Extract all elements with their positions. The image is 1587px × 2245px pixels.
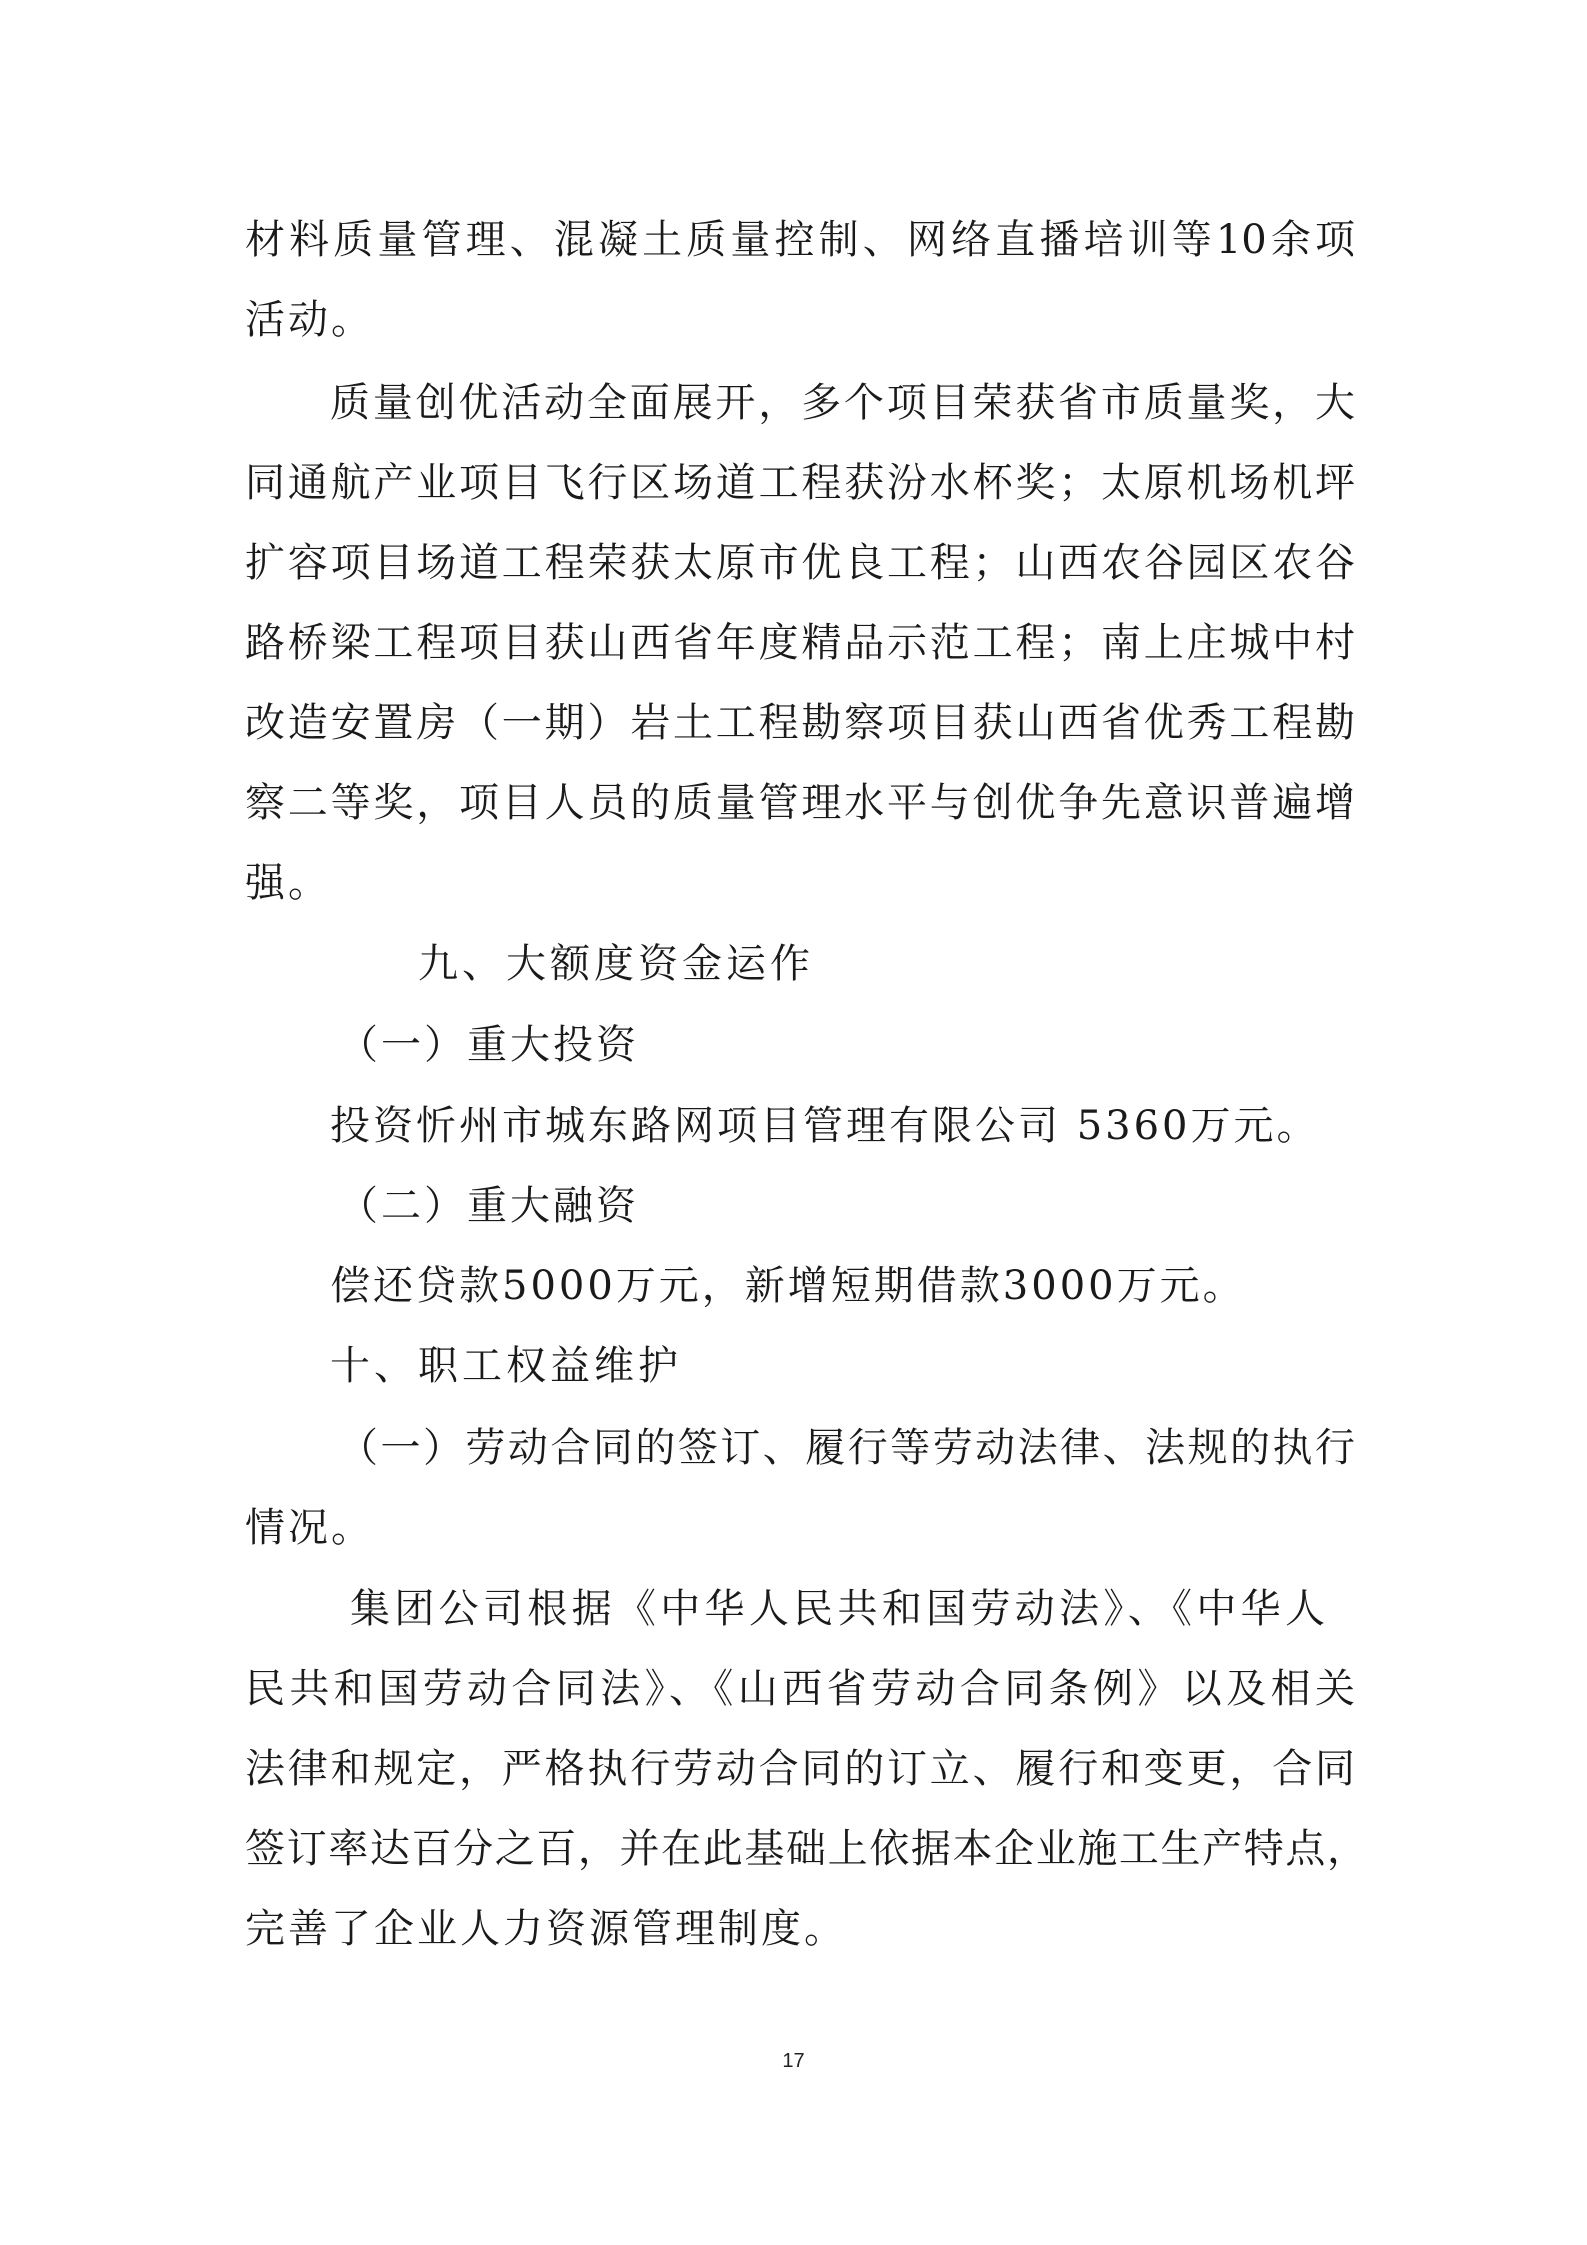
subsection-heading: （一）重大投资	[338, 1022, 639, 1068]
paragraph-line: 扩容项目场道工程荣获太原市优良工程；山西农谷园区农谷	[245, 540, 1355, 586]
paragraph-line: 偿还贷款5000万元，新增短期借款3000万元。	[330, 1263, 1246, 1309]
paragraph-line: 材料质量管理、混凝土质量控制、网络直播培训等10余项	[245, 217, 1355, 263]
subsection-heading: （二）重大融资	[338, 1183, 639, 1229]
subsection-heading: （一）劳动合同的签订、履行等劳动法律、法规的执行	[338, 1425, 1355, 1471]
paragraph-line: 投资忻州市城东路网项目管理有限公司 5360万元。	[330, 1103, 1320, 1149]
paragraph-line: 路桥梁工程项目获山西省年度精品示范工程；南上庄城中村	[245, 620, 1355, 666]
paragraph-line: 活动。	[245, 297, 374, 343]
paragraph-line: 集团公司根据《中华人民共和国劳动法》、《中华人	[350, 1586, 1325, 1632]
paragraph-line: 完善了企业人力资源管理制度。	[245, 1906, 847, 1952]
paragraph-line: 法律和规定，严格执行劳动合同的订立、履行和变更，合同	[245, 1746, 1355, 1792]
paragraph-line: 察二等奖，项目人员的质量管理水平与创优争先意识普遍增	[245, 780, 1355, 826]
paragraph-line: 情况。	[245, 1505, 374, 1551]
section-heading: 十、职工权益维护	[330, 1343, 682, 1389]
page-number: 17	[782, 2050, 805, 2072]
paragraph-line: 民共和国劳动合同法》、《山西省劳动合同条例》以及相关	[245, 1666, 1355, 1712]
paragraph-line: 质量创优活动全面展开，多个项目荣获省市质量奖，大	[330, 380, 1355, 426]
section-heading: 九、大额度资金运作	[418, 941, 814, 987]
paragraph-line: 强。	[245, 860, 331, 906]
paragraph-line: 同通航产业项目飞行区场道工程获汾水杯奖；太原机场机坪	[245, 460, 1355, 506]
paragraph-line: 签订率达百分之百，并在此基础上依据本企业施工生产特点，	[245, 1826, 1367, 1872]
paragraph-line: 改造安置房（一期）岩土工程勘察项目获山西省优秀工程勘	[245, 700, 1355, 746]
